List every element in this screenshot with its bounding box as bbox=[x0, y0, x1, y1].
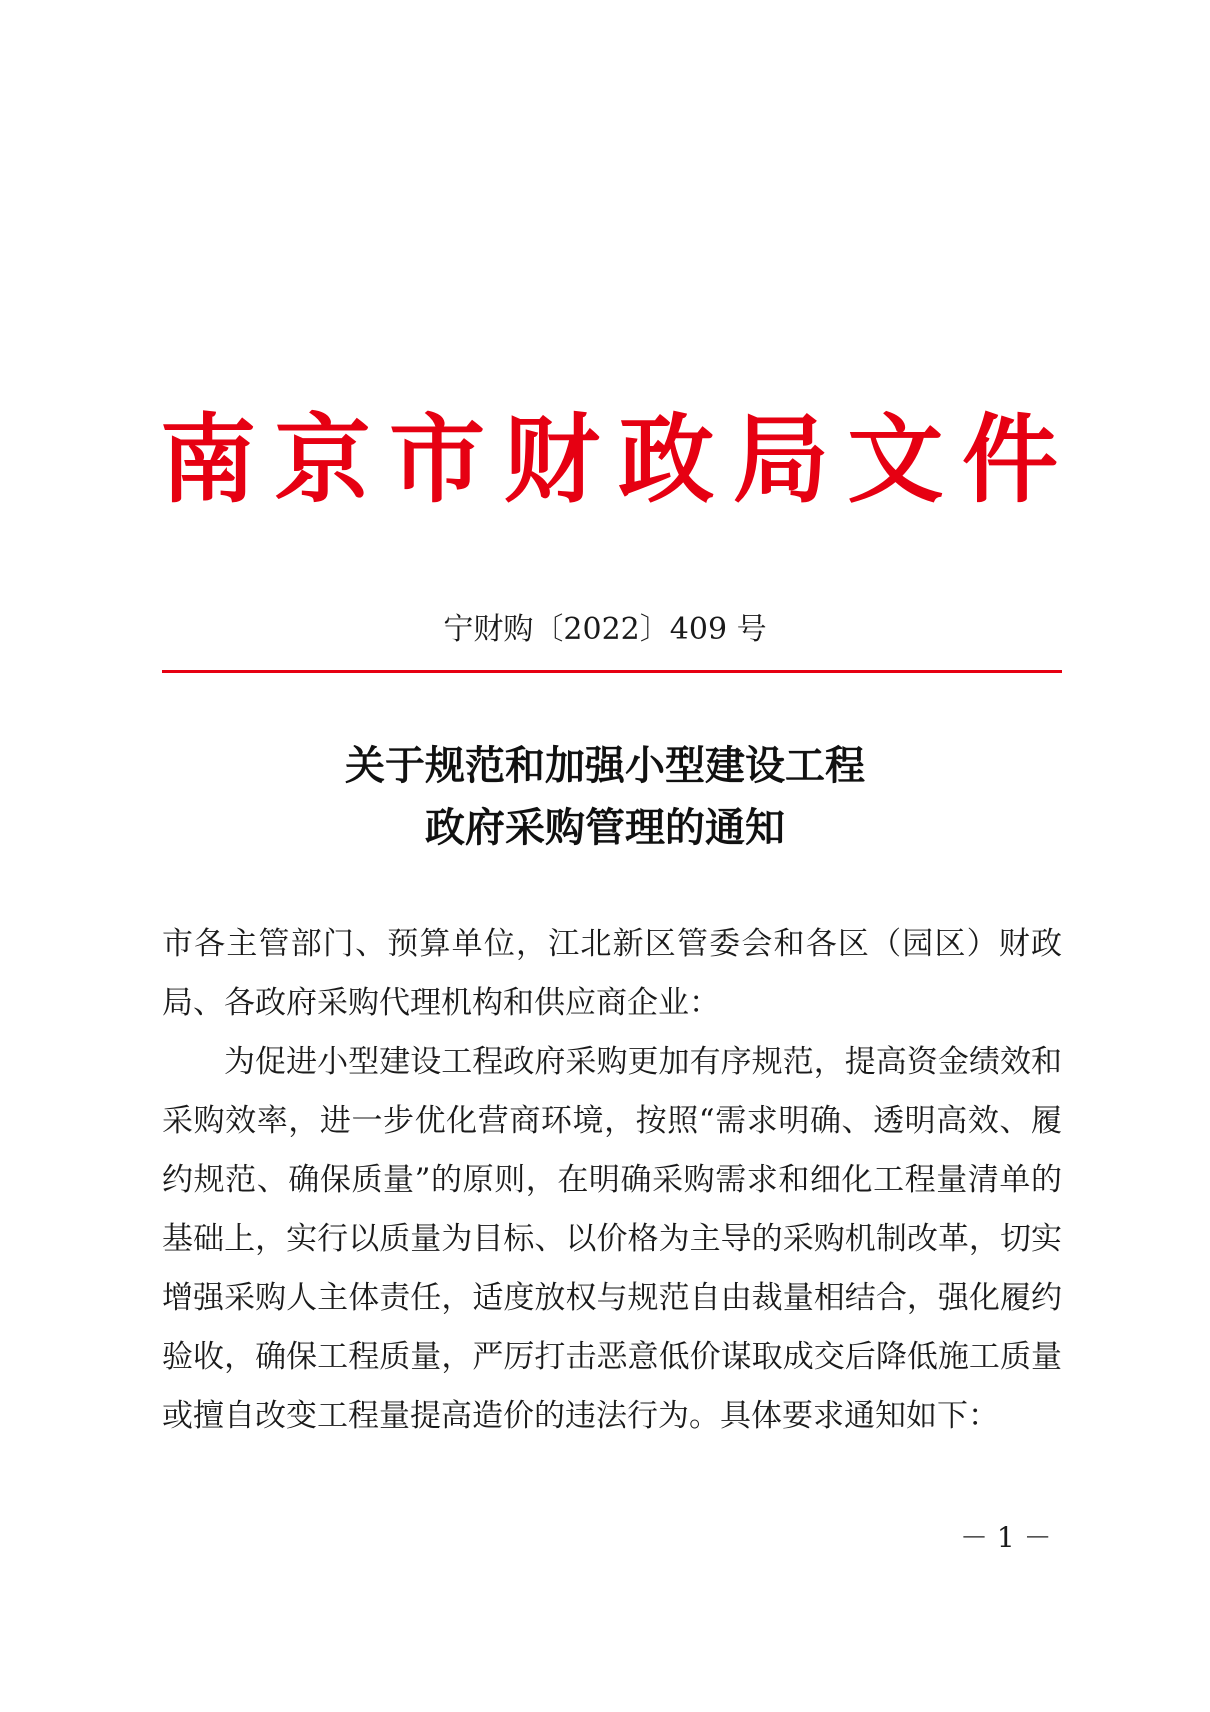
masthead-title: 南京市财政局文件 bbox=[160, 403, 1060, 516]
notice-title-line-1: 关于规范和加强小型建设工程 bbox=[345, 742, 865, 789]
document-number: 宁财购〔2022〕409 号 bbox=[443, 612, 767, 647]
page-number: － 1 － bbox=[960, 1521, 1052, 1554]
notice-title-line-2: 政府采购管理的通知 bbox=[425, 804, 785, 851]
notice-title bbox=[0, 735, 1210, 859]
paragraph-1: 为促进小型建设工程政府采购更加有序规范，提高资金绩效和采购效率，进一步优化营商环境，按照“需求明确、透明高效、履约规范、确保质量”的原则，在明确采购需求和细化工程量清单的基础上，实行以质量为目标、以价格为主导的采购机制改革，切实增强采购人主体责任，适度放权与规范自由裁量相结合，强化履约验收，确保工程质量，严厉打击恶意低价谋取成交后降低施工质量或擅自改变工程量提高造价的违法行为。具体要求通知如下： bbox=[162, 1044, 1062, 1434]
addressee: 市各主管部门、预算单位，江北新区管委会和各区（园区）财政局、各政府采购代理机构和供应商企业： bbox=[162, 926, 1062, 1021]
body-text bbox=[162, 915, 1062, 1446]
red-separator-line bbox=[162, 670, 1062, 673]
